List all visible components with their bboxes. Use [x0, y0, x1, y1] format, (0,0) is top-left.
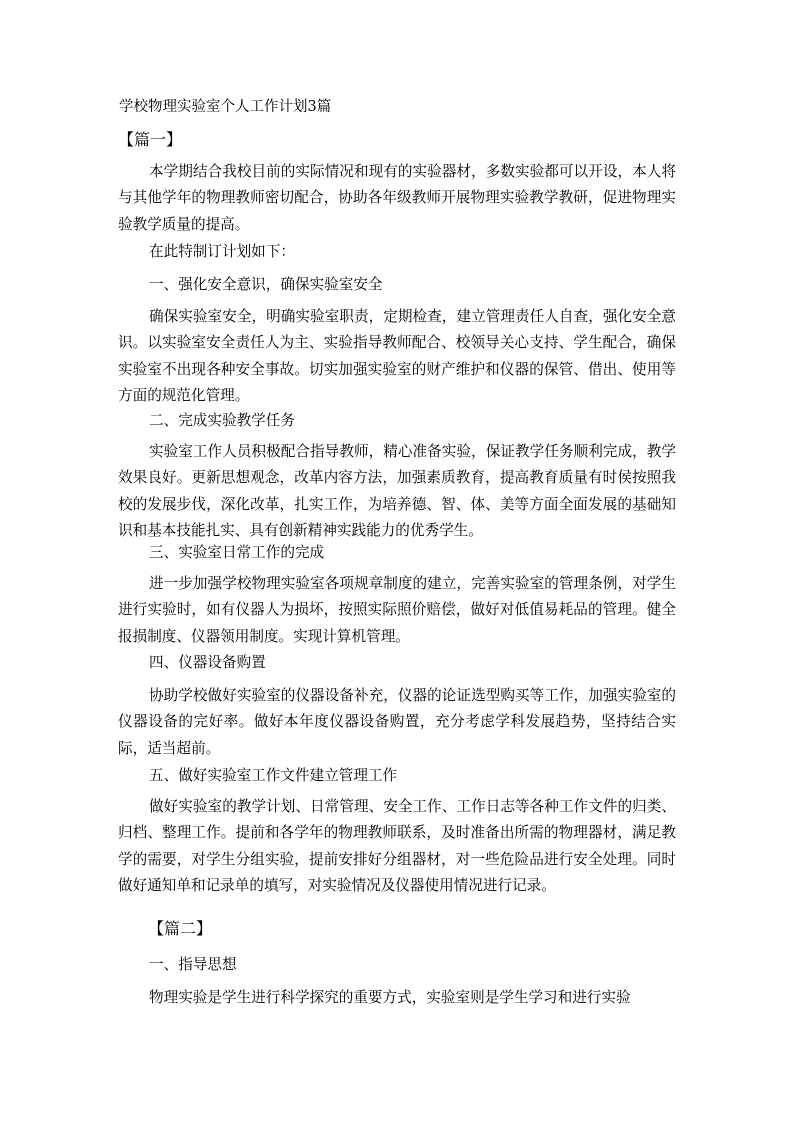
section-heading-1: 一、强化安全意识，确保实验室安全 [149, 276, 383, 293]
section-body-1: 确保实验室安全，明确实验室职责，定期检查，建立管理责任人自查，强化安全意识。以实验室安全责任人为主、实验指导教师配合、校领导关心支持、学生配合，确保实验室不出现各种安全事故。切实加强实验室的财产维护和仪器的保管、借出、使用等方面的规范化管理。 [118, 308, 676, 405]
section-body-2: 实验室工作人员积极配合指导教师，精心准备实验，保证教学任务顺利完成，教学效果良好。更新思想观念，改革内容方法，加强素质教育，提高教育质量有时侯按照我校的发展步伐，深化改革，扎实工作，为培养德、智、体、美等方面全面发展的基础知识和基本技能扎实、具有创新精神实践能力的优秀学生。 [118, 443, 676, 540]
lead-paragraph: 在此特制订计划如下： [149, 243, 295, 260]
intro-paragraph: 本学期结合我校目前的实际情况和现有的实验器材，多数实验都可以开设，本人将与其他学年的物理教师密切配合，协助各年级教师开展物理实验教学教研，促进物理实验教学质量的提高。 [118, 163, 676, 233]
part-two-body: 物理实验是学生进行科学探究的重要方式，实验室则是学生学习和进行实验 [149, 989, 631, 1006]
section-heading-2: 二、完成实验教学任务 [149, 412, 295, 429]
document-title: 学校物理实验室个人工作计划3篇 [119, 99, 332, 115]
section-body-3: 进一步加强学校物理实验室各项规章制度的建立，完善实验室的管理条例，对学生进行实验时，如有仪器人为损坏，按照实际照价赔偿，做好对低值易耗品的管理。健全报损制度、仪器领用制度。实现计算机管理。 [118, 575, 676, 645]
part-one-label: 【篇一】 [118, 130, 183, 149]
part-two-heading: 一、指导思想 [149, 956, 237, 973]
section-heading-5: 五、做好实验室工作文件建立管理工作 [149, 767, 398, 784]
section-body-5: 做好实验室的教学计划、日常管理、安全工作、工作日志等各种工作文件的归类、归档、整理工作。提前和各学年的物理教师联系，及时准备出所需的物理器材，满足教学的需要，对学生分组实验，提前安排好分组器材，对一些危险品进行安全处理。同时做好通知单和记录单的填写，对实验情况及仪器使用情况进行记录。 [118, 798, 676, 895]
section-body-4: 协助学校做好实验室的仪器设备补充，仪器的论证选型购买等工作，加强实验室的仪器设备的完好率。做好本年度仪器设备购置，充分考虑学科发展趋势，坚持结合实际，适当超前。 [118, 687, 676, 757]
section-heading-3: 三、实验室日常工作的完成 [149, 544, 325, 561]
section-heading-4: 四、仪器设备购置 [149, 654, 266, 671]
part-two-label: 【篇二】 [148, 919, 213, 938]
